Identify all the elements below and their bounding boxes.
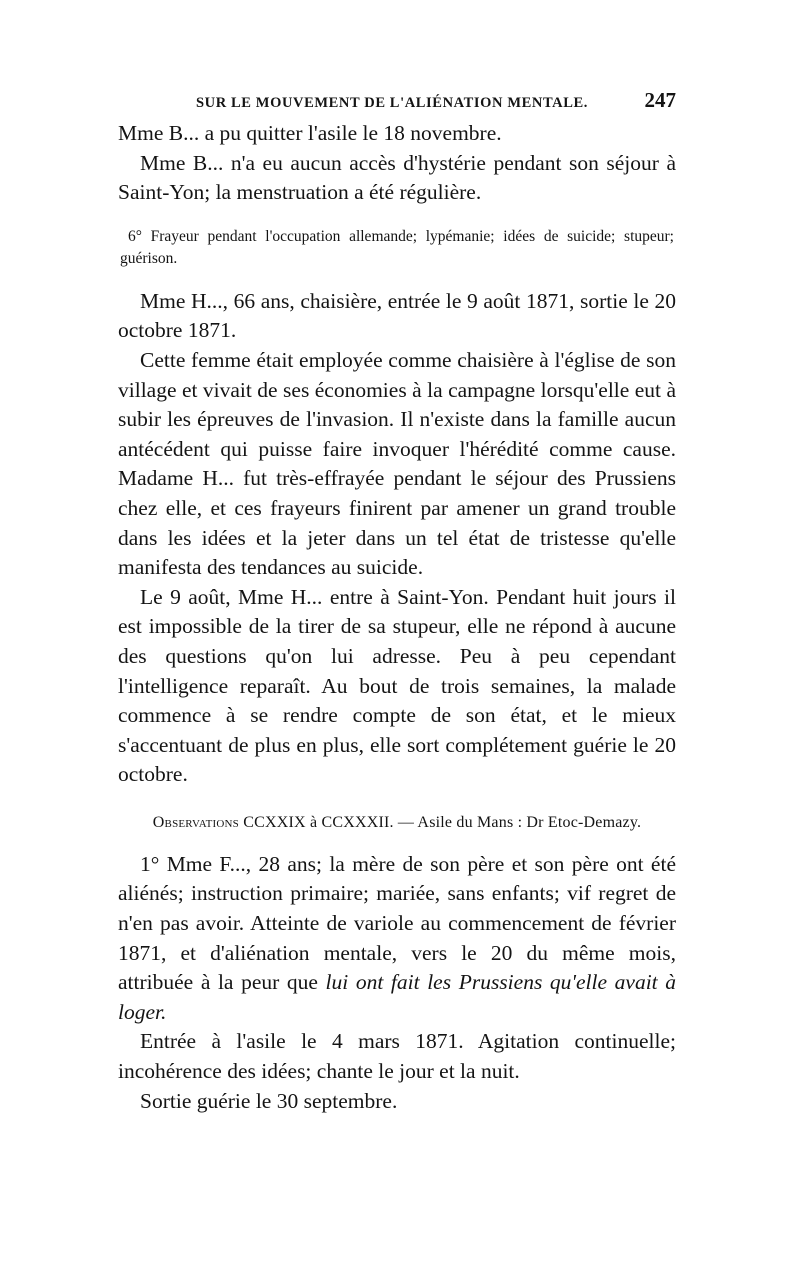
paragraph: Entrée à l'asile le 4 mars 1871. Agitation continuelle; incohérence des idées; chante le jour et la nuit. (118, 1029, 676, 1084)
page-number: 247 (644, 88, 676, 112)
book-page (118, 88, 676, 1116)
observations-heading (118, 814, 676, 832)
paragraph: Sortie guérie le 30 septembre. (140, 1088, 398, 1113)
paragraph: Mme H..., 66 ans, chaisière, entrée le 9 août 1871, sortie le 20 octobre 1871. (118, 288, 676, 343)
paragraph-italic: lui ont fait les Prussiens qu'elle avait à loger. (118, 970, 676, 1024)
paragraph-text: 1° Mme F..., 28 ans; la mère de son père et son père ont été aliénés; instruction primaire; mariée, sans enfants; vif regret de n'en pas avoir. Atteinte de variole au commencement de février 1871, et d'aliénation mentale, vers le 20 du même mois, attribuée à la peur que (118, 851, 676, 995)
paragraph (118, 850, 676, 1028)
paragraph: Cette femme était employée comme chaisière à l'église de son village et vivait de ses économies à la campagne lorsqu'elle eut à subir les épreuves de l'invasion. Il n'existe dans la famille aucun antécédent qui puisse faire invoquer l'hérédité comme cause. Madame H... fut très-effrayée pendant le séjour des Prussiens chez elle, et ces frayeurs finirent par amener un grand trouble dans les idées et la jeter dans un tel état de tristesse qu'elle manifesta des tendances au suicide. (118, 347, 676, 580)
paragraph: Mme B... n'a eu aucun accès d'hystérie pendant son séjour à Saint-Yon; la menstruation a été régulière. (118, 150, 676, 205)
running-title: SUR LE MOUVEMENT DE L'ALIÉNATION MENTALE. (196, 95, 588, 111)
observations-label: Observations (152, 813, 240, 831)
observations-range: CCXXIX à CCXXXII. — Asile du Mans : Dr Etoc-Demazy. (243, 813, 642, 831)
paragraph: Mme B... a pu quitter l'asile le 18 novembre. (118, 121, 502, 145)
paragraph: Le 9 août, Mme H... entre à Saint-Yon. Pendant huit jours il est impossible de la tirer de sa stupeur, elle ne répond à aucune des questions qu'on lui adresse. Peu à peu cependant l'intelligence reparaît. Au bout de trois semaines, la malade commence à se rendre compte de son état, et le mieux s'accentuant de plus en plus, elle sort complétement guérie le 20 octobre. (118, 584, 676, 787)
case-heading: 6° Frayeur pendant l'occupation allemande; lypémanie; idées de suicide; stupeur; guérison. (120, 227, 674, 267)
running-head (118, 88, 676, 113)
